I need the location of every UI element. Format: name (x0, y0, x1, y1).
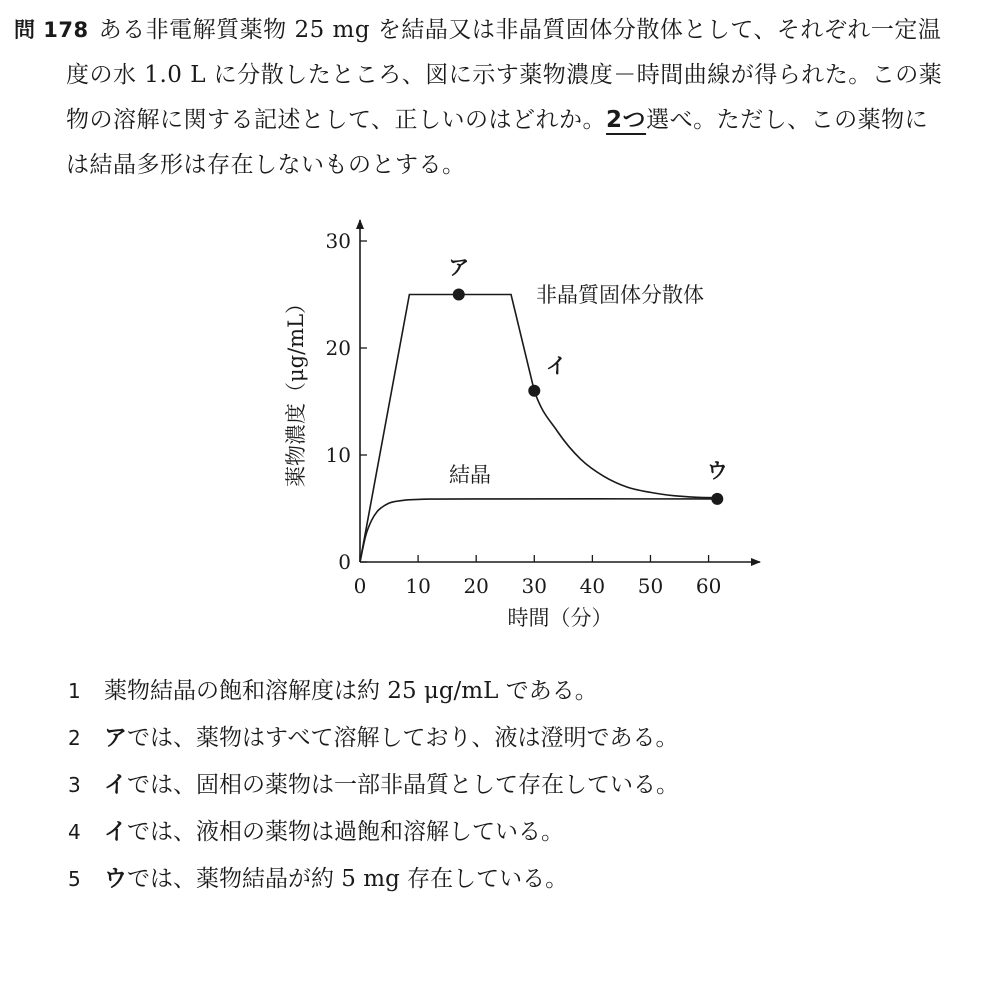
data-point-label: ウ (706, 457, 728, 483)
choice-point-marker: ア (104, 725, 127, 751)
choice-number: 1 (68, 679, 81, 703)
x-tick-label: 30 (521, 574, 548, 598)
chart-series (360, 283, 720, 562)
question-line-3-after: 選べ。ただし、この薬物に (646, 107, 929, 133)
amorphous-dispersion-curve (360, 295, 720, 563)
choice-text: 薬物結晶の飽和溶解度は約 25 μg/mL である。 (104, 678, 598, 704)
question-line-1: ある非電解質薬物 25 mg を結晶又は非晶質固体分散体として、それぞれ一定温 (98, 17, 942, 43)
choice-item (68, 809, 948, 856)
question-line (14, 143, 980, 188)
answer-choices (68, 668, 948, 903)
question-text (14, 8, 980, 188)
question-number: 問 178 (14, 18, 89, 42)
y-tick-label: 10 (325, 443, 351, 467)
choice-point-marker: イ (104, 772, 127, 798)
question-line-2: 度の水 1.0 L に分散したところ、図に示す薬物濃度－時間曲線が得られた。この薬 (66, 62, 943, 88)
x-tick-label: 0 (353, 574, 367, 598)
question-line-3-before: 物の溶解に関する記述として、正しいのはどれか。 (66, 107, 607, 133)
choice-number: 3 (68, 773, 81, 797)
data-point-label: イ (545, 352, 567, 378)
choice-point-marker: イ (104, 819, 127, 845)
y-axis-label: 薬物濃度（μg/mL） (284, 292, 308, 488)
choice-text: では、薬物結晶が約 5 mg 存在している。 (127, 866, 569, 892)
data-point-label: ア (448, 254, 470, 280)
x-tick-label: 20 (463, 574, 489, 598)
choice-item (68, 715, 948, 762)
x-axis-label: 時間（分） (507, 606, 613, 630)
y-tick-label: 20 (325, 336, 351, 360)
choice-point-marker: ウ (104, 866, 127, 892)
x-tick-label: 60 (695, 574, 722, 598)
question-line (14, 98, 980, 143)
data-point-marker (711, 493, 723, 505)
choice-item (68, 856, 948, 903)
question-line (14, 8, 980, 53)
choice-text: では、固相の薬物は一部非晶質として存在している。 (127, 772, 679, 798)
x-tick-label: 50 (637, 574, 664, 598)
question-line-4: は結晶多形は存在しないものとする。 (66, 152, 466, 178)
series-label: 結晶 (449, 463, 491, 487)
choice-item (68, 668, 948, 715)
data-point-marker (453, 289, 465, 301)
x-tick-label: 40 (579, 574, 606, 598)
choose-count-emphasis: 2つ (606, 107, 647, 133)
crystal-curve (360, 499, 720, 562)
choice-number: 5 (68, 867, 81, 891)
y-tick-label: 30 (325, 229, 351, 253)
data-point-marker (528, 385, 540, 397)
x-tick-label: 10 (405, 574, 431, 598)
choice-text: では、薬物はすべて溶解しており、液は澄明である。 (127, 725, 679, 751)
concentration-time-chart (270, 210, 770, 650)
choice-number: 2 (68, 726, 81, 750)
question-line (14, 53, 980, 98)
choice-item (68, 762, 948, 809)
choice-number: 4 (68, 820, 81, 844)
origin-tick-label: 0 (338, 550, 351, 574)
series-label: 非晶質固体分散体 (536, 283, 704, 307)
choice-text: では、液相の薬物は過飽和溶解している。 (127, 819, 564, 845)
